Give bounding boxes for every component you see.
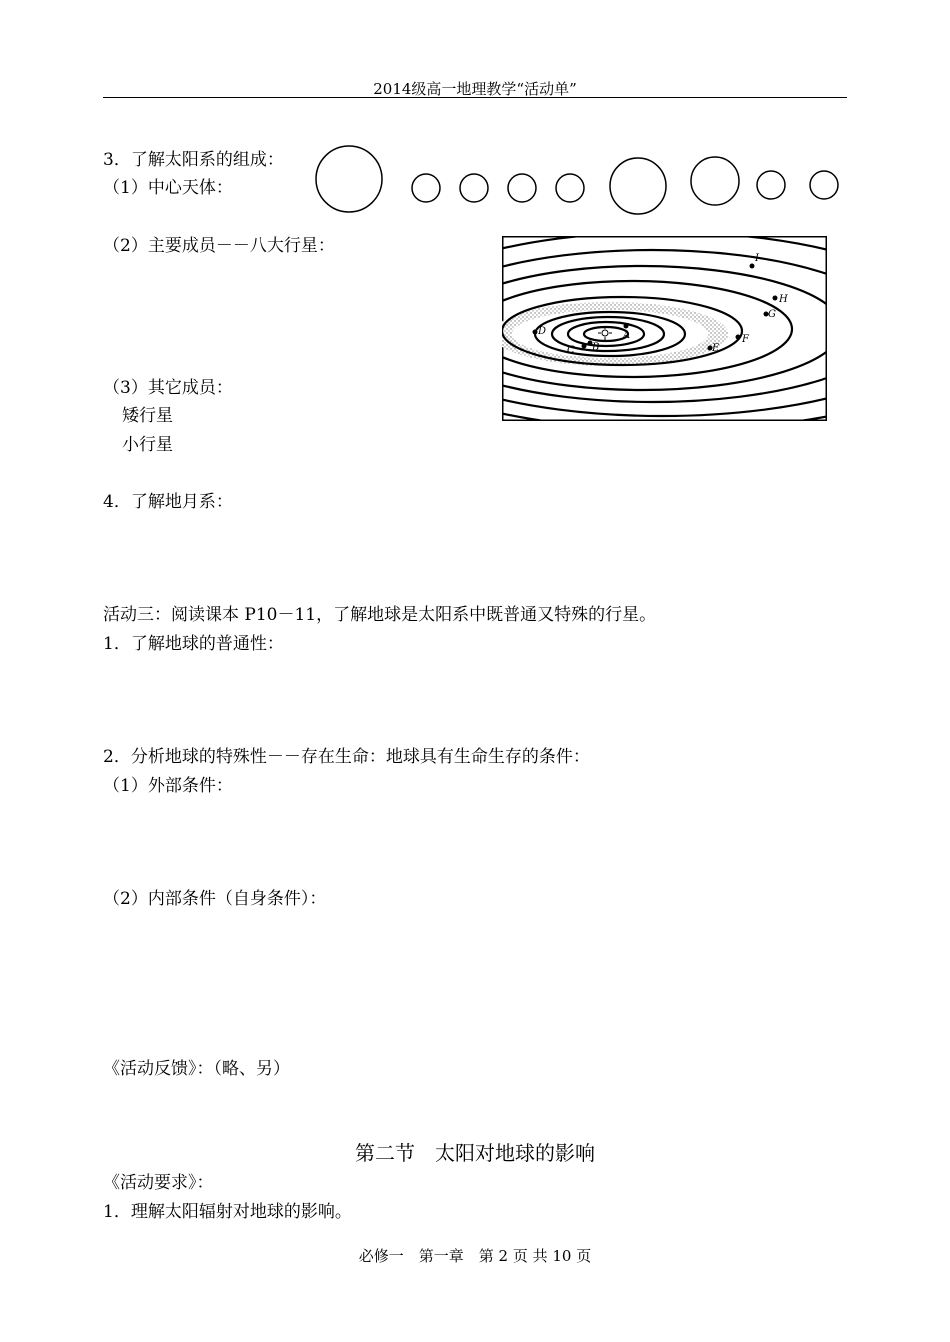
dwarf-planets-label: 矮行星 xyxy=(122,406,173,426)
external-conditions-label: （1）外部条件： xyxy=(103,776,233,796)
page-footer: 必修一 第一章 第 2 页 共 10 页 xyxy=(358,1247,592,1265)
requirement-item-1: 1．理解太阳辐射对地球的影响。 xyxy=(103,1202,352,1222)
orbit-label-h: H xyxy=(779,294,788,305)
blank-circle-small xyxy=(810,171,838,199)
planets-label: （2）主要成员－－八大行星： xyxy=(103,236,335,256)
activity-feedback: 《活动反馈》：（略、另） xyxy=(103,1059,290,1079)
orbit-label-a: A xyxy=(623,330,631,341)
planet-dot xyxy=(773,296,778,301)
center-body-label: （1）中心天体： xyxy=(103,178,233,198)
planet-circles-row xyxy=(0,0,950,230)
planet-dot xyxy=(624,324,629,329)
internal-conditions-label: （2）内部条件（自身条件）： xyxy=(103,889,327,909)
solar-system-orbit-diagram xyxy=(502,236,827,421)
planet-dot xyxy=(736,335,741,340)
planet-dot xyxy=(750,264,755,269)
orbit-label-g: G xyxy=(768,309,776,320)
blank-circle-small xyxy=(757,171,785,199)
orbit-label-c: C xyxy=(567,345,575,356)
blank-circle-small xyxy=(508,174,536,202)
blank-circle-small xyxy=(412,174,440,202)
blank-circle-small xyxy=(460,174,488,202)
orbit-label-b: B xyxy=(592,342,600,353)
other-members-label: （3）其它成员： xyxy=(103,378,233,398)
solar-system-heading: 3．了解太阳系的组成： xyxy=(103,150,284,170)
earth-moon-heading: 4．了解地月系： xyxy=(103,492,233,512)
earth-ordinariness-heading: 1．了解地球的普通性： xyxy=(103,634,284,654)
activity3-heading: 活动三：阅读课本 P10－11，了解地球是太阳系中既普通又特殊的行星。 xyxy=(103,605,657,625)
blank-circle-large xyxy=(691,157,739,205)
orbit-label-e: E xyxy=(712,343,720,354)
orbit-label-f: F xyxy=(742,334,749,345)
blank-circle-large xyxy=(610,158,666,214)
blank-circle-small xyxy=(556,174,584,202)
earth-specialness-heading: 2．分析地球的特殊性－－存在生命：地球具有生命生存的条件： xyxy=(103,747,590,767)
planet-dot xyxy=(533,330,538,335)
planet-dot xyxy=(582,344,587,349)
page-header-title: 2014级高一地理教学“活动单” xyxy=(373,80,577,98)
orbit-label-d: D xyxy=(538,326,547,337)
blank-circle-large xyxy=(316,146,382,212)
asteroids-label: 小行星 xyxy=(122,435,173,455)
section2-title: 第二节 太阳对地球的影响 xyxy=(355,1141,595,1165)
activity-requirements-label: 《活动要求》： xyxy=(103,1173,214,1193)
orbit-label-i: I xyxy=(755,253,759,264)
